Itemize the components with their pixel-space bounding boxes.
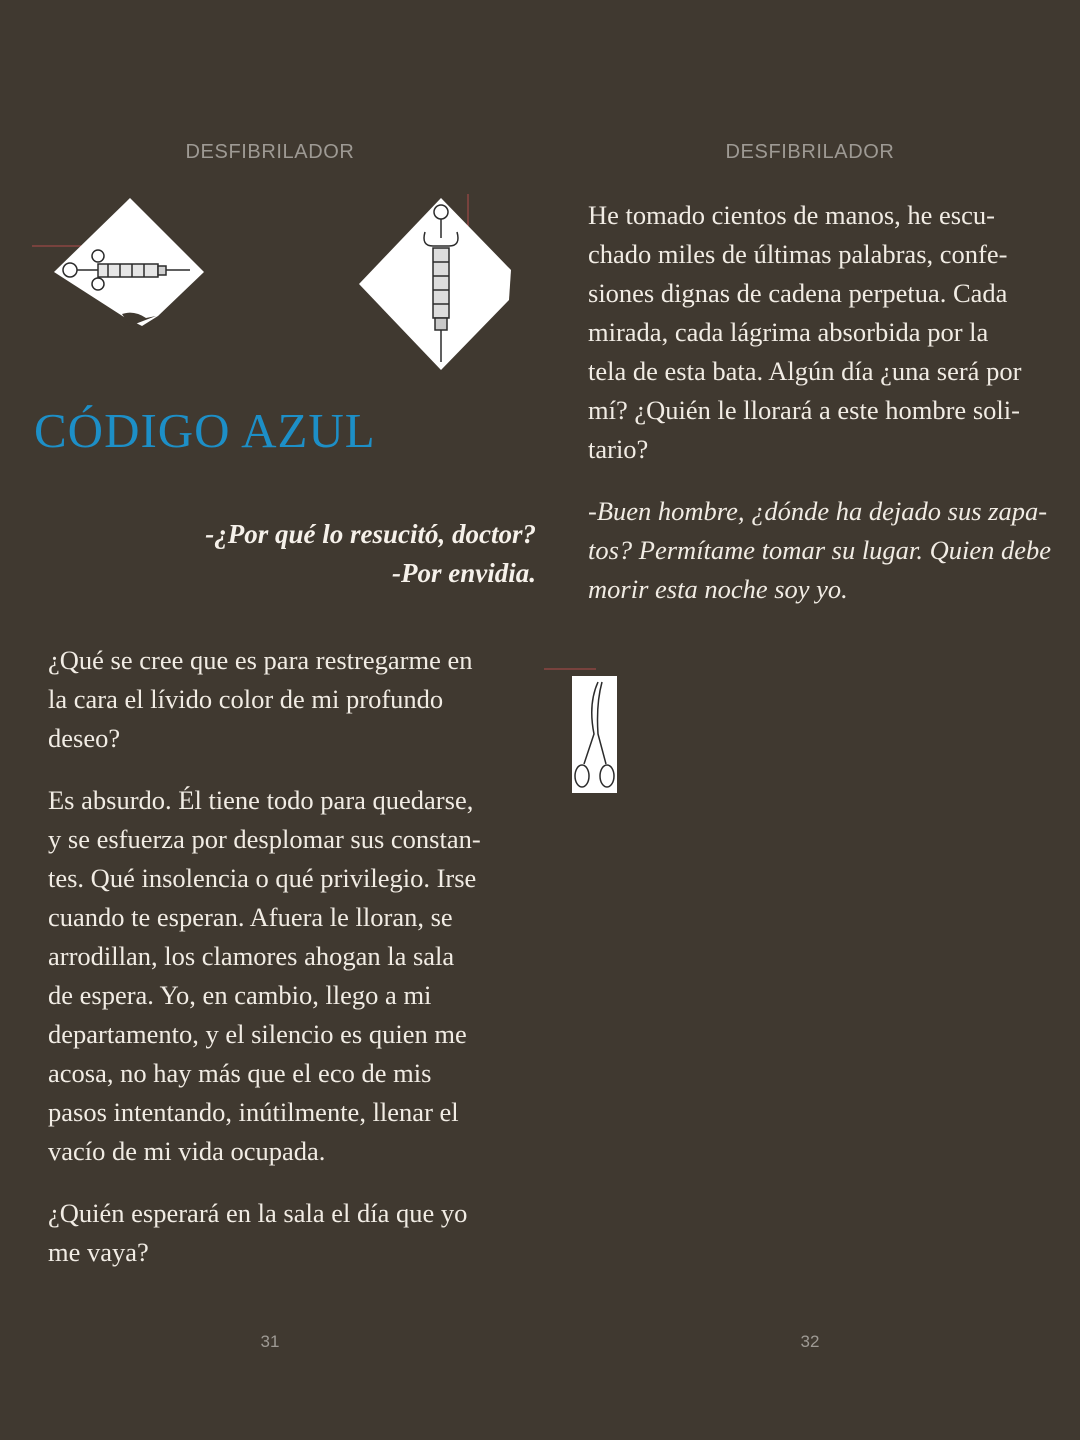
text-line: me vaya? [48, 1237, 149, 1267]
page-number: 31 [260, 1332, 280, 1351]
text-line: mirada, cada lágrima absorbida por la [588, 317, 989, 347]
text-line: Es absurdo. Él tiene todo para quedarse, [48, 785, 474, 815]
text-line: vacío de mi vida ocupada. [48, 1136, 326, 1166]
page-number: 32 [800, 1332, 820, 1351]
text-line: y se esfuerza por desplomar sus constan- [48, 824, 481, 854]
text-line: pasos intentando, inútilmente, llenar el [48, 1097, 459, 1127]
epigraph [100, 515, 536, 593]
text-line: acosa, no hay más que el eco de mis [48, 1058, 432, 1088]
paragraph [48, 1194, 536, 1272]
body-text [588, 196, 1080, 632]
text-line: -Buen hombre, ¿dónde ha dejado sus zapa- [588, 496, 1048, 526]
epigraph-line: -¿Por qué lo resucitó, doctor? [205, 519, 536, 549]
text-line: siones dignas de cadena perpetua. Cada [588, 278, 1008, 308]
paragraph [588, 196, 1080, 469]
text-line: ¿Quién esperará en la sala el día que yo [48, 1198, 468, 1228]
running-head: DESFIBRILADOR [185, 141, 355, 163]
text-line: morir esta noche soy yo. [588, 574, 848, 604]
text-line: deseo? [48, 723, 121, 753]
epigraph-line: -Por envidia. [392, 558, 536, 588]
running-head: DESFIBRILADOR [725, 141, 895, 163]
syringe-icon [355, 192, 515, 374]
text-line: mí? ¿Quién le llorará a este hombre soli- [588, 395, 1020, 425]
text-line: chado miles de últimas palabras, confe- [588, 239, 1008, 269]
forceps-icon [544, 664, 624, 796]
text-line: tela de esta bata. Algún día ¿una será por [588, 356, 1022, 386]
paragraph [48, 781, 536, 1171]
text-line: departamento, y el silencio es quien me [48, 1019, 467, 1049]
text-line: arrodillan, los clamores ahogan la sala [48, 941, 455, 971]
text-line: cuando te esperan. Afuera le lloran, se [48, 902, 453, 932]
paragraph [48, 641, 536, 758]
text-line: la cara el lívido color de mi profundo [48, 684, 444, 714]
chapter-title: CÓDIGO AZUL [34, 403, 376, 458]
italic-paragraph [588, 492, 1080, 609]
text-line: tes. Qué insolencia o qué privilegio. Irse [48, 863, 477, 893]
syringe-icon [30, 192, 210, 332]
text-line: He tomado cientos de manos, he escu- [588, 200, 995, 230]
right-page[interactable] [540, 0, 1080, 1440]
text-line: tario? [588, 434, 649, 464]
body-text [48, 641, 536, 1295]
text-line: de espera. Yo, en cambio, llego a mi [48, 980, 432, 1010]
text-line: ¿Qué se cree que es para restregarme en [48, 645, 473, 675]
text-line: tos? Permítame tomar su lugar. Quien debe [588, 535, 1051, 565]
